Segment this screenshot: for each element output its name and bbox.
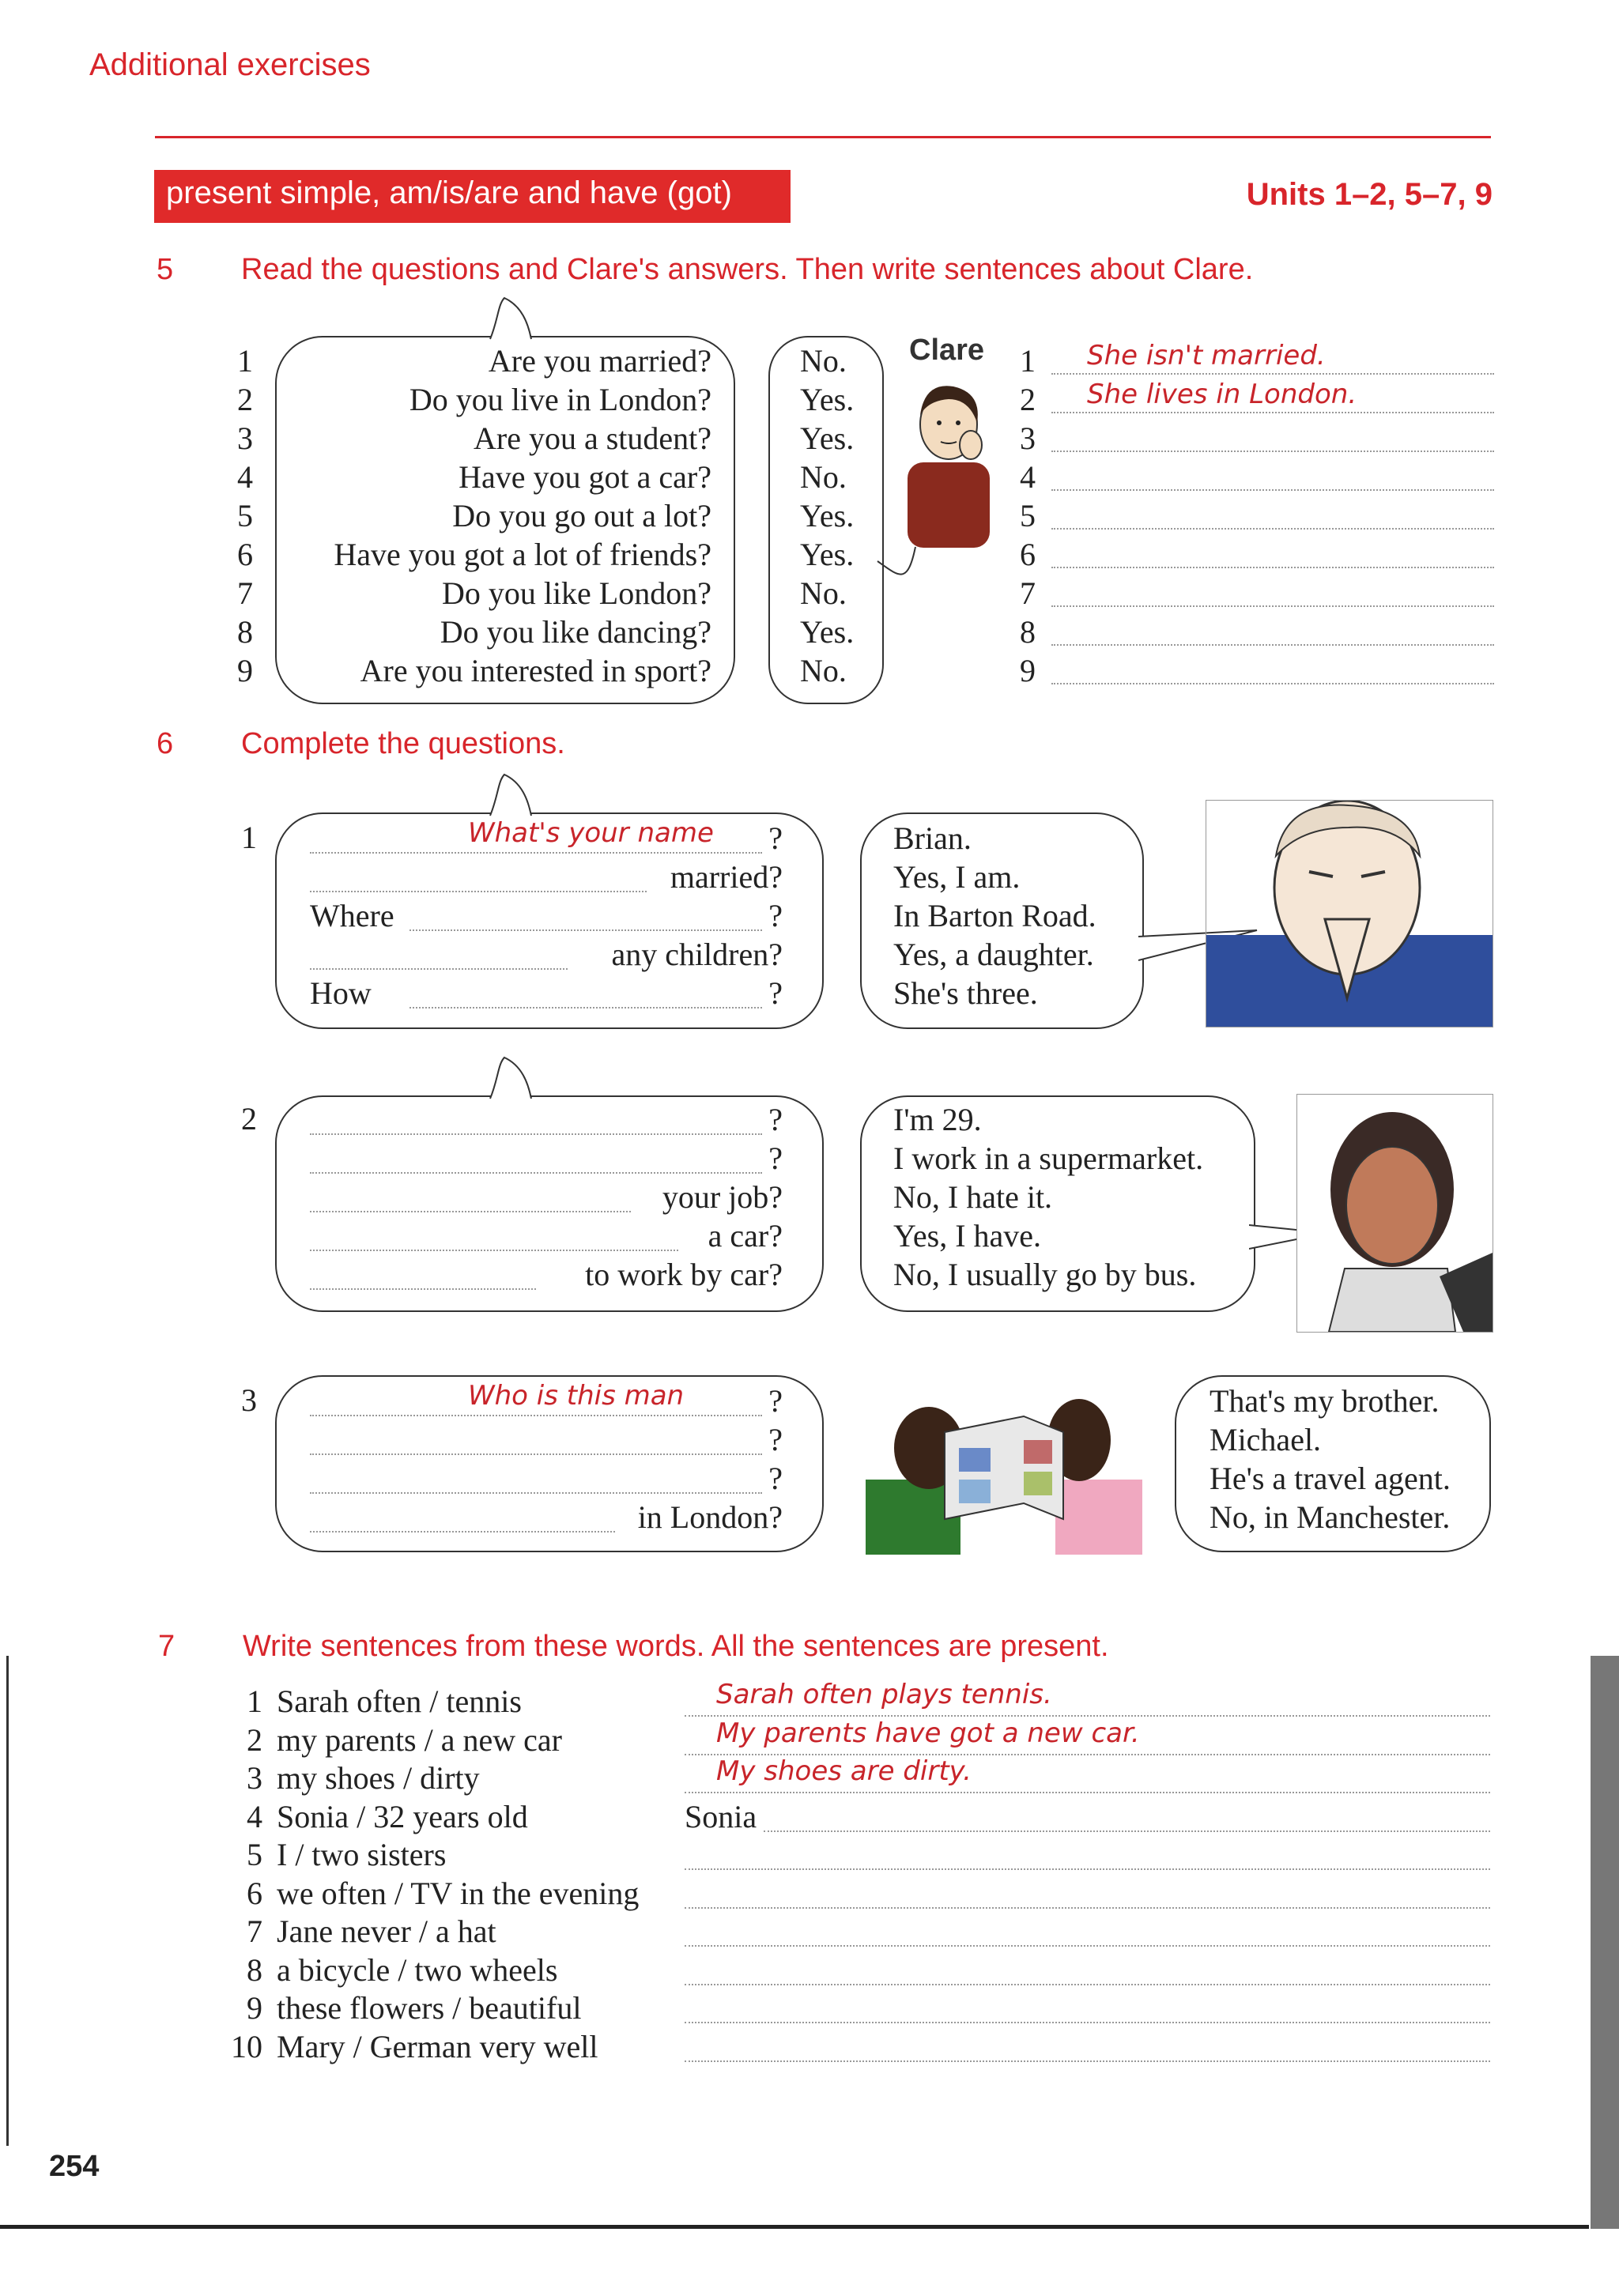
sentence-answer: Sarah often plays tennis. [716,1679,1052,1710]
question-prefix: How [310,975,372,1011]
question-field[interactable] [310,1425,762,1455]
answer-line: No, I hate it. [893,1179,1053,1215]
sentence-field[interactable] [685,1955,1490,1985]
bottom-rule [0,2225,1589,2229]
exercise-instruction: Write sentences from these words. All the sentences are present. [243,1630,1109,1663]
answer-line: Yes, I have. [893,1218,1042,1254]
answer-line: Yes, a daughter. [893,937,1094,972]
bubble-tail [482,296,538,341]
answer-text: Yes. [800,537,855,572]
page-number: 254 [49,2150,100,2183]
sentence-number: 1 [1020,343,1036,379]
question-field[interactable] [310,1182,631,1212]
section-title: present simple, am/is/are and have (got) [166,175,732,210]
question-suffix: to work by car? [585,1257,783,1292]
person-label: Clare [909,334,985,367]
sentence-field[interactable] [1051,577,1494,607]
item-number: 1 [247,1683,262,1719]
item-number: 7 [247,1913,262,1949]
exercise7-items [221,1679,1490,2069]
sentence-field[interactable] [764,1802,1490,1832]
cue-words: we often / TV in the evening [277,1875,640,1911]
sentence-field[interactable] [1051,461,1494,491]
question-field[interactable] [310,862,647,892]
answer-text: No. [800,653,847,688]
clare-illustration [893,375,1004,549]
cue-words: Sonia / 32 years old [277,1798,528,1834]
sentence-field[interactable] [685,1993,1490,2023]
answer-line: No, in Manchester. [1210,1499,1451,1535]
sentence-field[interactable] [1051,654,1494,684]
sentence-number: 9 [1020,653,1036,688]
question-field[interactable] [310,940,568,970]
question-text: Do you like dancing? [440,614,711,650]
cue-words: Sarah often / tennis [277,1683,522,1719]
answer-line: No, I usually go by bus. [893,1257,1197,1292]
units-reference: Units 1–2, 5–7, 9 [1246,177,1493,212]
question-prefix: Where [310,898,394,933]
answer-line: In Barton Road. [893,898,1096,933]
item-number: 6 [247,1875,262,1911]
sentence-answer: My parents have got a new car. [716,1717,1140,1749]
dialog-number: 3 [241,1382,257,1418]
sentence-field[interactable] [685,2032,1490,2062]
question-field[interactable] [310,1221,678,1251]
question-suffix: a car? [708,1218,783,1254]
exercise-instruction: Read the questions and Clare's answers. Then write sentences about Clare. [241,253,1254,286]
question-text: Have you got a car? [459,459,711,495]
item-number: 3 [237,420,253,456]
question-suffix: any children? [611,937,783,972]
running-title: Additional exercises [89,47,371,82]
question-suffix: ? [768,898,783,933]
item-number: 5 [247,1837,262,1872]
dialog-number: 1 [241,820,257,855]
question-example: What's your name [468,817,714,849]
question-suffix: your job? [662,1179,783,1215]
answer-line: Brian. [893,820,972,856]
answer-text: Yes. [800,420,855,456]
sentence-number: 7 [1020,575,1036,611]
item-number: 8 [247,1951,262,1988]
sentence-number: 4 [1020,459,1036,495]
left-margin-line [6,1656,9,2146]
item-number: 1 [237,343,253,379]
question-suffix: ? [768,1140,783,1176]
header-rule [155,136,1491,138]
answer-text: No. [800,343,847,379]
answer-line: That's my brother. [1210,1383,1440,1419]
question-suffix: married? [670,859,783,895]
question-example: Who is this man [468,1380,685,1412]
exercise-number: 7 [158,1630,175,1663]
sentence-field[interactable] [685,1917,1490,1947]
question-suffix: ? [768,820,783,856]
question-text: Do you go out a lot? [452,498,711,533]
item-number: 10 [231,2028,262,2064]
item-number: 2 [247,1721,262,1758]
item-number: 6 [237,537,253,572]
sentence-answer: She isn't married. [1087,340,1326,371]
answer-line: He's a travel agent. [1210,1461,1451,1496]
sentence-field[interactable] [685,1879,1490,1909]
question-field[interactable] [409,978,762,1009]
item-number: 9 [237,653,253,688]
right-edge-bar [1591,1656,1619,2229]
brian-illustration [1206,800,1493,1027]
answer-text: No. [800,459,847,495]
question-suffix: ? [768,1102,783,1137]
item-number: 3 [247,1760,262,1796]
item-number: 8 [237,614,253,650]
exercise5-items [237,341,1494,690]
question-text: Have you got a lot of friends? [334,537,711,572]
question-field[interactable] [310,1144,762,1174]
sentence-field[interactable] [1051,538,1494,568]
cue-words: my parents / a new car [277,1721,562,1758]
item-number: 4 [247,1798,262,1834]
exercise-number: 5 [157,253,174,286]
answer-text: No. [800,575,847,611]
answer-line: I'm 29. [893,1102,982,1137]
question-suffix: ? [768,975,783,1011]
cue-words: my shoes / dirty [277,1760,480,1796]
answer-line: I work in a supermarket. [893,1140,1204,1176]
sentence-number: 2 [1020,382,1036,417]
question-field[interactable] [409,901,762,931]
item-number: 4 [237,459,253,495]
cue-words: Jane never / a hat [277,1913,496,1949]
item-number: 7 [237,575,253,611]
sentence-prefix: Sonia [685,1798,757,1834]
sentence-number: 3 [1020,420,1036,456]
dialog-number: 2 [241,1101,257,1137]
sentence-answer: She lives in London. [1087,379,1357,410]
sentence-number: 6 [1020,537,1036,572]
answer-line: Yes, I am. [893,859,1021,895]
bubble-tail [482,773,538,817]
answer-text: Yes. [800,614,855,650]
item-number: 2 [237,382,253,417]
question-suffix: ? [768,1383,783,1419]
question-text: Do you live in London? [409,382,711,417]
answer-line: She's three. [893,975,1038,1011]
question-text: Are you interested in sport? [360,653,711,688]
sentence-number: 8 [1020,614,1036,650]
question-field[interactable] [310,1502,615,1533]
sentence-number: 5 [1020,498,1036,533]
answer-text: Yes. [800,498,855,533]
question-field[interactable] [310,1464,762,1494]
question-text: Are you married? [488,343,711,379]
bubble-tail [482,1056,538,1100]
sentence-answer: My shoes are dirty. [716,1755,972,1787]
sentence-field[interactable] [1051,616,1494,646]
cue-words: Mary / German very well [277,2028,598,2064]
woman-illustration [1296,1094,1493,1333]
cue-words: these flowers / beautiful [277,1990,582,2026]
sentence-field[interactable] [1051,500,1494,530]
exercise-instruction: Complete the questions. [241,727,565,760]
item-number: 9 [247,1990,262,2026]
exercise-number: 6 [157,727,174,760]
sentence-field[interactable] [1051,422,1494,452]
question-suffix: ? [768,1461,783,1496]
question-text: Do you like London? [441,575,711,611]
answer-text: Yes. [800,382,855,417]
question-suffix: ? [768,1422,783,1457]
cue-words: a bicycle / two wheels [277,1951,558,1988]
item-number: 5 [237,498,253,533]
question-field[interactable] [310,1105,762,1135]
answer-line: Michael. [1210,1422,1322,1457]
cue-words: I / two sisters [277,1837,447,1872]
question-text: Are you a student? [473,420,711,456]
photo-album-illustration [866,1385,1150,1555]
sentence-field[interactable] [685,1840,1490,1870]
question-field[interactable] [310,1260,536,1290]
question-suffix: in London? [637,1499,783,1535]
